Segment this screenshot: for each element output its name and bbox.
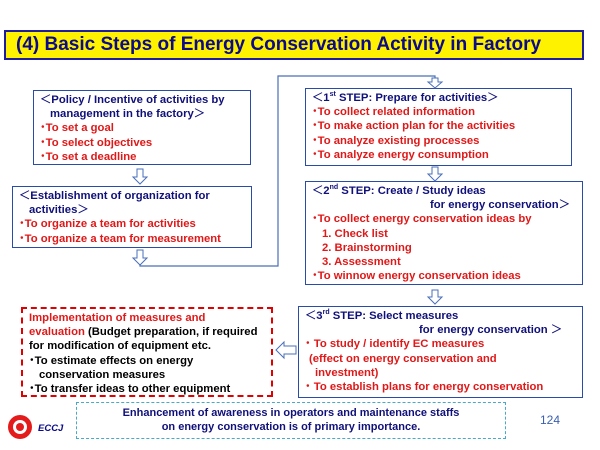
organization-heading-line2: activities＞ (29, 204, 89, 217)
policy-item: ･To select objectives (40, 136, 153, 149)
step2-heading-line2: for energy conservation＞ (430, 199, 570, 212)
step3-item1-line3: investment) (315, 366, 379, 379)
page-title-text: (4) Basic Steps of Energy Conservation Activity in Factory (16, 34, 542, 55)
step3-heading-line2: for energy conservation ＞ (419, 324, 563, 337)
policy-box (33, 90, 251, 165)
bottom-note (76, 402, 506, 439)
implementation-item1-line1: ･To estimate effects on energy (29, 354, 194, 367)
down-arrow-icon (133, 250, 147, 265)
step1-heading (312, 91, 565, 105)
down-arrow-icon (428, 167, 442, 181)
implementation-item2: ･To transfer ideas to other equipment (29, 383, 231, 396)
policy-heading-line1: ＜Policy / Incentive of activities by (40, 94, 225, 106)
implementation-line1: Implementation of measures and (29, 312, 206, 324)
step2-sub-item: 3. Assessment (322, 256, 401, 269)
page-number: 124 (540, 413, 561, 427)
organization-box (12, 186, 252, 248)
implementation-line2 (29, 325, 265, 339)
step1-item: ･To make action plan for the activities (312, 120, 516, 133)
step2-item-intro: ･To collect energy conservation ideas by (312, 213, 532, 226)
organization-item: ･To organize a team for measurement (19, 232, 221, 245)
step3-sup: rd (322, 309, 330, 316)
implementation-item1-line2: conservation measures (39, 368, 166, 381)
step1-box (305, 88, 572, 166)
step1-heading-rest: STEP: Prepare for activities＞ (335, 92, 499, 104)
organization-heading-line1: ＜Establishment of organization for (19, 190, 210, 202)
step3-box (298, 306, 583, 398)
step2-sub-item: 1. Check list (322, 227, 388, 240)
step2-heading-rest: STEP: Create / Study ideas (338, 185, 486, 197)
step3-item2: ･ To establish plans for energy conservation (305, 381, 544, 394)
left-arrow-icon (276, 342, 296, 358)
step2-heading (312, 184, 576, 198)
step3-item1-line1: ･ To study / identify EC measures (305, 338, 485, 351)
implementation-line2-black: (Budget preparation, if required (88, 326, 258, 339)
step3-prefix: ＜3 (305, 310, 323, 322)
policy-item: ･To set a deadline (40, 150, 137, 163)
policy-heading-line2: management in the factory＞ (50, 108, 206, 121)
bottom-note-line1: Enhancement of awareness in operators and maintenance staffs (122, 407, 460, 419)
down-arrow-icon (428, 290, 442, 304)
organization-item: ･To organize a team for activities (19, 218, 196, 231)
down-arrow-icon (133, 169, 147, 184)
step1-prefix: ＜1 (312, 92, 330, 104)
eccj-logo-icon (5, 412, 35, 442)
implementation-box (21, 307, 273, 397)
logo-text: ECCJ (38, 423, 64, 434)
step2-box (305, 181, 583, 285)
step3-item1-line2: (effect on energy conservation and (309, 352, 497, 365)
bottom-note-line2: on energy conservation is of primary importance. (161, 421, 421, 433)
implementation-line3: for modification of equipment etc. (29, 340, 212, 353)
step2-sup: nd (329, 184, 339, 191)
step3-heading-rest: STEP: Select measures (329, 310, 459, 322)
policy-item: ･To set a goal (40, 122, 114, 135)
step1-item: ･To analyze existing processes (312, 134, 480, 147)
implementation-line2-red: evaluation (29, 326, 89, 339)
step1-item: ･To analyze energy consumption (312, 148, 489, 161)
step2-prefix: ＜2 (312, 185, 330, 197)
step2-sub-item: 2. Brainstorming (322, 241, 412, 254)
step3-heading (305, 309, 576, 323)
down-arrow-icon (428, 78, 442, 88)
step2-last-item: ･To winnow energy conservation ideas (312, 270, 521, 283)
step1-sup: st (329, 91, 336, 98)
page-title (4, 30, 584, 60)
step1-item: ･To collect related information (312, 106, 475, 119)
